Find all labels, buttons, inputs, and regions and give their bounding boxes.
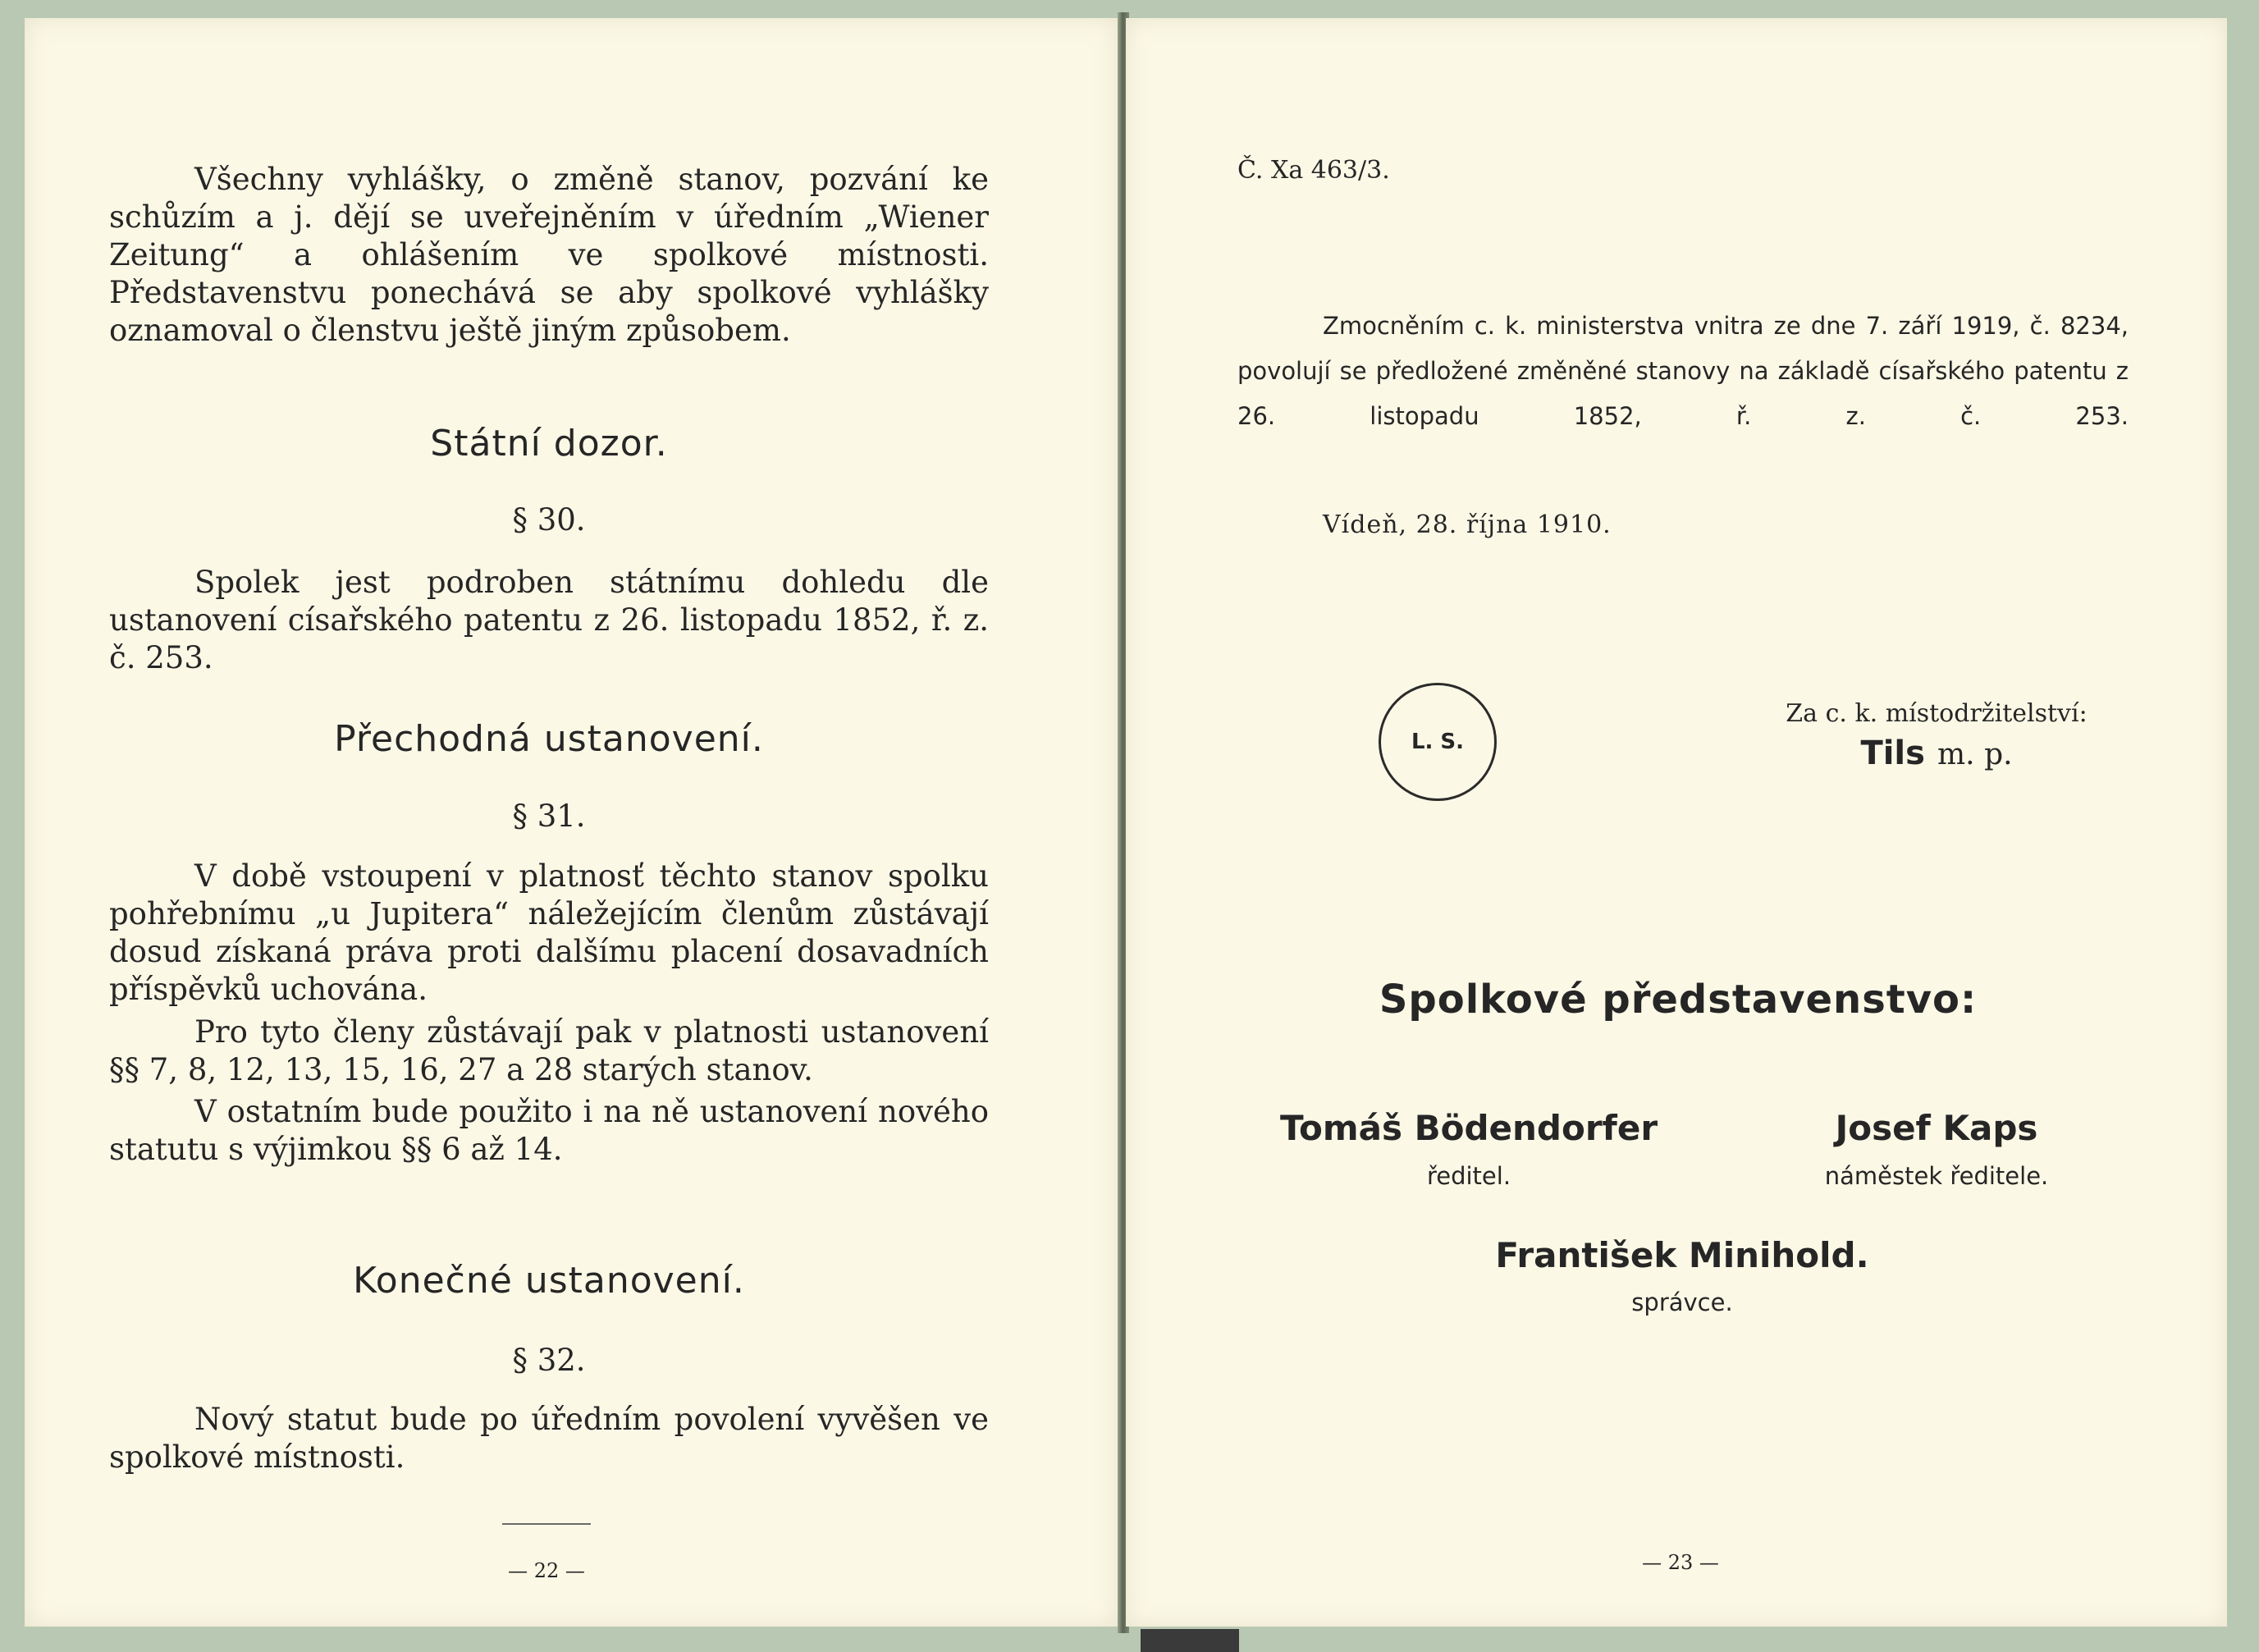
seal-stamp — [1379, 683, 1497, 801]
paragraph-sign-30: § 30. — [512, 502, 586, 538]
section-text-31-a: V době vstoupení v platnosť těchto stanov spolku pohřebnímu „u Jupitera“ náležejícím členům zůstávají dosud získaná práva proti dalšímu placení dosavadních příspěvků uchována. — [109, 858, 989, 1007]
member-2-name: Josef Kaps — [1835, 1108, 2038, 1148]
page-number-22: — 22 — — [508, 1559, 585, 1582]
member-1-name: Tomáš Bödendorfer — [1279, 1108, 1658, 1148]
member-2-role: náměstek ředitele. — [1824, 1162, 2049, 1190]
section-title-final: Konečné ustanovení. — [353, 1260, 745, 1302]
page-number-23: — 23 — — [1642, 1551, 1719, 1574]
binding-edge — [1141, 1629, 1239, 1652]
authorization-text: Zmocněním c. k. ministerstva vnitra ze dne 7. září 1919, č. 8234, povolují se předložené změněné stanovy na základě císařského patentu z 26. listopadu 1852, ř. z. č. 253. — [1237, 312, 2129, 430]
section-text-31-b: Pro tyto členy zůstávají pak v platnosti ustanovení §§ 7, 8, 12, 13, 15, 16, 27 a 28 starých stanov. — [109, 1014, 989, 1087]
place-date: Vídeň, 28. října 1910. — [1323, 510, 1612, 539]
paragraph-sign-32: § 32. — [512, 1343, 586, 1378]
member-1-role: ředitel. — [1426, 1162, 1511, 1190]
section-text-32: Nový statut bude po úředním povolení vyvěšen ve spolkové místnosti. — [109, 1402, 989, 1475]
member-3-name: František Minihold. — [1495, 1235, 1869, 1275]
paragraph-sign-31: § 31. — [512, 799, 586, 834]
office-line: Za c. k. místodržitelství: — [1786, 699, 2088, 728]
intro-paragraph: Všechny vyhlášky, o změně stanov, pozvání ke schůzím a j. dějí se uveřejněním v úředním „Wiener Zeitung“ a ohlášením ve spolkové místnosti. Představenstvu ponechává se aby spolkové vyhlášky oznamoval o členstvu ještě jiným způsobem. — [109, 162, 989, 348]
signature-block — [1764, 734, 2109, 772]
signatory-name: Tils — [1860, 734, 1925, 772]
seal-label: L. S. — [1411, 730, 1465, 754]
member-3-role: správce. — [1631, 1288, 1733, 1316]
right-page — [1126, 18, 2227, 1627]
signatory-suffix: m. p. — [1937, 738, 2013, 771]
section-title-state-supervision: Státní dozor. — [430, 423, 668, 464]
section-title-transitional: Přechodná ustanovení. — [334, 718, 764, 760]
board-title: Spolkové představenstvo: — [1379, 977, 1978, 1023]
footer-rule-left — [502, 1523, 591, 1525]
section-text-31-c: V ostatním bude použito i na ně ustanovení nového statutu s výjimkou §§ 6 až 14. — [109, 1094, 989, 1167]
section-text-30: Spolek jest podroben státnímu dohledu dle ustanovení císařského patentu z 26. listopadu 1852, ř. z. č. 253. — [109, 565, 989, 675]
reference-number: Č. Xa 463/3. — [1237, 156, 1390, 185]
